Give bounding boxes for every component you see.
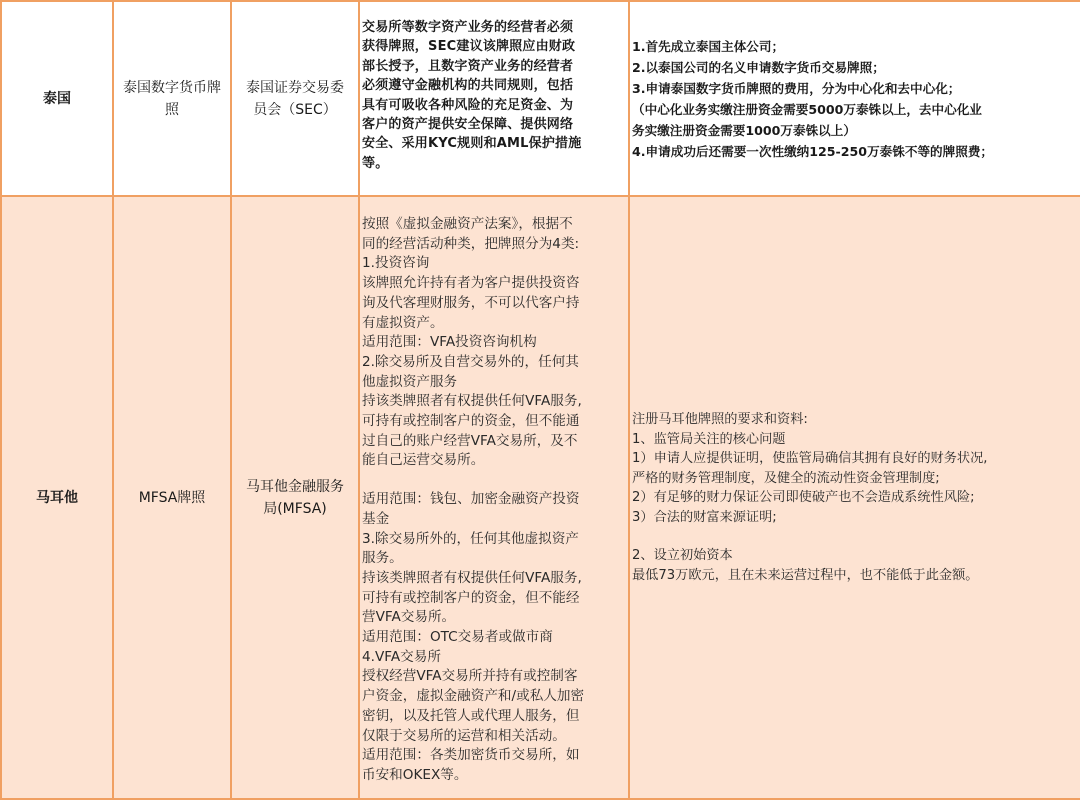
- text-line: 适用范围：钱包、加密金融资产投资: [362, 491, 580, 508]
- text-line: 服务。: [362, 550, 403, 567]
- description-cell-malta: [359, 196, 629, 799]
- text-line: 具有可吸收各种风险的充足资金、为: [362, 97, 574, 113]
- text-line: 币安和OKEX等。: [362, 766, 468, 783]
- application-requirements: [630, 36, 1080, 162]
- text-line: 3.除交易所外的，任何其他虚拟资产: [362, 530, 579, 547]
- license-description: [360, 197, 628, 786]
- text-line: 2、设立初始资本: [632, 548, 733, 563]
- text-line: 有虚拟资产。: [362, 314, 444, 331]
- text-line: 营VFA交易所。: [362, 609, 456, 626]
- text-line: 他虚拟资产服务: [362, 373, 458, 390]
- table-row-malta: [1, 196, 1080, 799]
- country-name: 泰国: [43, 90, 71, 107]
- text-line: 交易所等数字资产业务的经营者必须: [362, 20, 574, 35]
- text-line: 局(MFSA): [263, 500, 327, 517]
- text-line: 仅限于交易所的运营和相关活动。: [362, 727, 566, 744]
- text-line: 1）申请人应提供证明，使监管局确信其拥有良好的财务状况,: [632, 451, 988, 466]
- text-line: 能自己运营交易所。: [362, 452, 485, 469]
- description-cell-thailand: [359, 1, 629, 196]
- text-line: MFSA牌照: [138, 489, 206, 506]
- text-line: 1.首先成立泰国主体公司；: [632, 38, 785, 54]
- text-line: 过自己的账户经营VFA交易所，及不: [362, 432, 578, 449]
- table-row-thailand: [1, 1, 1080, 196]
- text-line: 严格的财务管理制度，及健全的流动性资金管理制度;: [632, 470, 940, 486]
- text-line: 持该类牌照者有权提供任何VFA服务,: [362, 393, 582, 410]
- text-line: 照: [165, 101, 179, 118]
- text-line: 注册马耳他牌照的要求和资料:: [632, 412, 808, 427]
- text-line: 客户的资产提供安全保障、提供网络: [362, 117, 574, 133]
- text-line: 可持有或控制客户的资金，但不能通: [362, 413, 580, 430]
- license-name: [114, 77, 230, 121]
- text-line: 适用范围：OTC交易者或做市商: [362, 629, 553, 646]
- application-requirements: [630, 410, 1080, 585]
- text-line: 基金: [362, 510, 390, 527]
- text-line: 最低73万欧元，且在未来运营过程中，也不能低于此金额。: [632, 567, 979, 583]
- license-cell-thailand: [113, 1, 231, 196]
- text-line: 等。: [362, 155, 389, 171]
- text-line: 部长授予，且数字资产业务的经营者: [362, 58, 574, 74]
- text-line: [632, 527, 1080, 546]
- text-line: 适用范围：VFA投资咨询机构: [362, 334, 537, 351]
- regulator-name: [232, 77, 358, 121]
- text-line: 该牌照允许持有者为客户提供投资咨: [362, 275, 580, 292]
- text-line: 必须遵守金融机构的共同规则，包括: [362, 78, 574, 94]
- country-cell-thailand: [1, 1, 113, 196]
- text-line: 员会（SEC）: [253, 101, 337, 118]
- text-line: 3.申请泰国数字货币牌照的费用，分为中心化和去中心化；: [632, 80, 961, 96]
- text-line: 1.投资咨询: [362, 255, 430, 272]
- text-line: 马耳他金融服务: [246, 478, 344, 495]
- text-line: [362, 471, 628, 490]
- text-line: 2.以泰国公司的名义申请数字货币交易牌照；: [632, 59, 885, 75]
- text-line: 3）合法的财富来源证明;: [632, 509, 777, 525]
- text-line: 务实缴注册资金需要1000万泰铢以上）: [632, 122, 856, 138]
- text-line: 1、监管局关注的核心问题: [632, 431, 786, 447]
- text-line: 户资金，虚拟金融资产和/或私人加密: [362, 688, 585, 705]
- regulator-cell-thailand: [231, 1, 359, 196]
- text-line: 密钥，以及托管人或代理人服务，但: [362, 707, 580, 724]
- text-line: 2.除交易所及自营交易外的，任何其: [362, 353, 579, 370]
- text-line: 泰国数字货币牌: [123, 79, 221, 96]
- country-name: 马耳他: [36, 489, 78, 506]
- license-name: [114, 487, 230, 509]
- requirements-cell-malta: [629, 196, 1080, 799]
- regulator-name: [232, 476, 358, 520]
- regulator-cell-malta: [231, 196, 359, 799]
- text-line: 适用范围：各类加密货币交易所，如: [362, 747, 580, 764]
- text-line: （中心化业务实缴注册资金需要5000万泰铢以上，去中心化业: [632, 101, 982, 117]
- text-line: 4.VFA交易所: [362, 648, 441, 665]
- license-cell-malta: [113, 196, 231, 799]
- license-description: [360, 2, 628, 173]
- country-cell-malta: [1, 196, 113, 799]
- text-line: 获得牌照，SEC建议该牌照应由财政: [362, 39, 576, 55]
- text-line: 安全、采用KYC规则和AML保护措施: [362, 136, 582, 152]
- text-line: 询及代客理财服务，不可以代客户持: [362, 294, 580, 311]
- text-line: 持该类牌照者有权提供任何VFA服务,: [362, 569, 582, 586]
- text-line: 同的经营活动种类，把牌照分为4类:: [362, 235, 580, 252]
- text-line: 授权经营VFA交易所并持有或控制客: [362, 668, 578, 685]
- text-line: 2）有足够的财力保证公司即使破产也不会造成系统性风险;: [632, 490, 975, 505]
- requirements-cell-thailand: [629, 1, 1080, 196]
- text-line: 4.申请成功后还需要一次性缴纳125-250万泰铢不等的牌照费；: [632, 143, 994, 159]
- text-line: 泰国证券交易委: [246, 79, 344, 96]
- text-line: 按照《虚拟金融资产法案》，根据不: [362, 216, 573, 232]
- text-line: 可持有或控制客户的资金，但不能经: [362, 589, 580, 606]
